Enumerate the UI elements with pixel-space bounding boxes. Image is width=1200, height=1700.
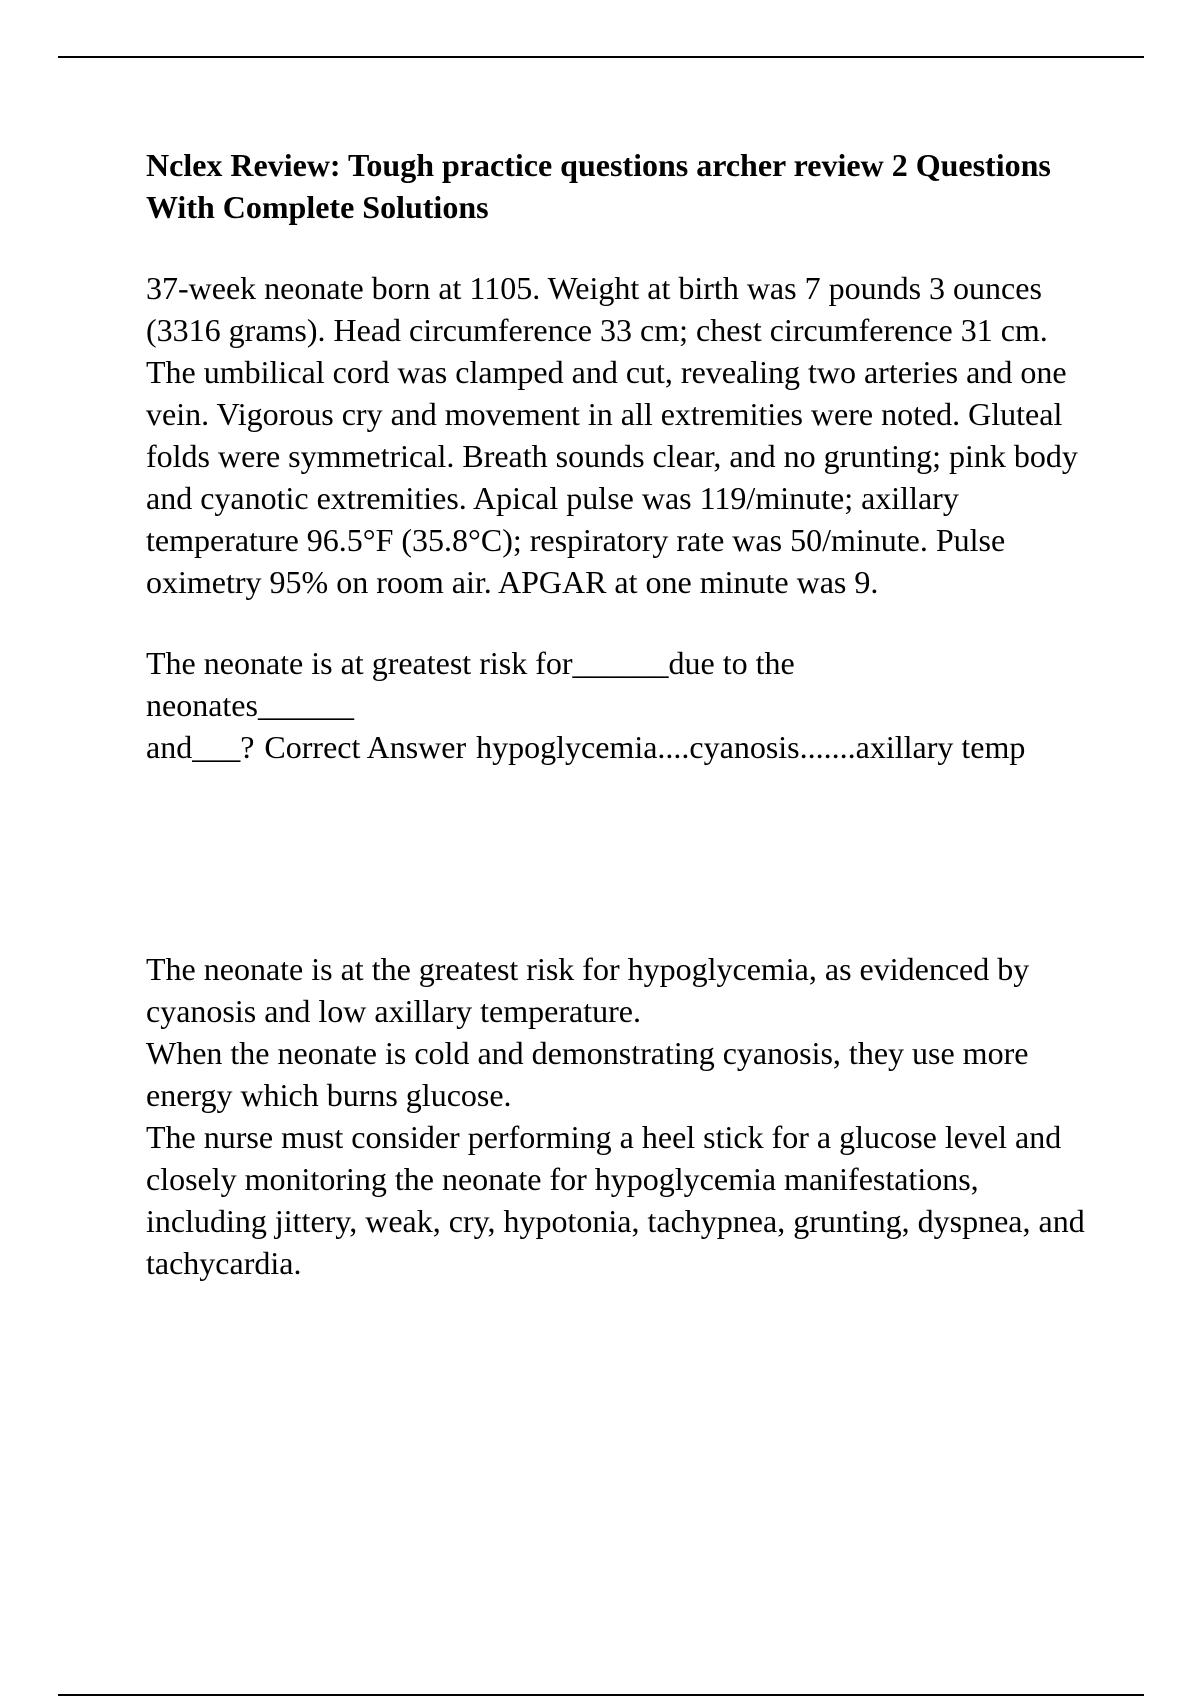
question-prefix: and___?	[146, 729, 255, 765]
question-line-1: The neonate is at greatest risk for______due to the	[146, 645, 795, 681]
explanation-line: The nurse must consider performing a heel stick for a glucose level and closely monitoring the neonate for hypoglycemia manifestations, including jittery, weak, cry, hypotonia, tachypnea, grunting, dyspnea, and tachycardia.	[146, 1119, 1085, 1281]
explanation-block	[146, 948, 1096, 1284]
document-title: Nclex Review: Tough practice questions archer review 2 Questions With Complete Solutions	[146, 147, 1051, 225]
question-line-2: neonates______	[146, 687, 354, 723]
clinical-vignette: 37-week neonate born at 1105. Weight at birth was 7 pounds 3 ounces (3316 grams). Head circumference 33 cm; chest circumference 31 cm. The umbilical cord was clamped and cut, revealing two arteries and one vein. Vigorous cry and movement in all extremities were noted. Gluteal folds were symmetrical. Breath sounds clear, and no grunting; pink body and cyanotic extremities. Apical pulse was 119/minute; axillary temperature 96.5°F (35.8°C); respiratory rate was 50/minute. Pulse oximetry 95% on room air. APGAR at one minute was 9.	[146, 270, 1078, 600]
question-block	[146, 642, 1096, 768]
correct-answer-value: hypoglycemia....cyanosis.......axillary temp	[476, 729, 1026, 765]
document-body	[146, 144, 1096, 1284]
explanation-line: The neonate is at the greatest risk for hypoglycemia, as evidenced by cyanosis and low axillary temperature.	[146, 951, 1030, 1029]
correct-answer-label: Correct Answer	[264, 729, 467, 765]
bottom-divider	[58, 1694, 1144, 1696]
question-line-3	[146, 726, 1096, 768]
explanation-line: When the neonate is cold and demonstrating cyanosis, they use more energy which burns glucose.	[146, 1035, 1029, 1113]
top-divider	[58, 56, 1144, 58]
